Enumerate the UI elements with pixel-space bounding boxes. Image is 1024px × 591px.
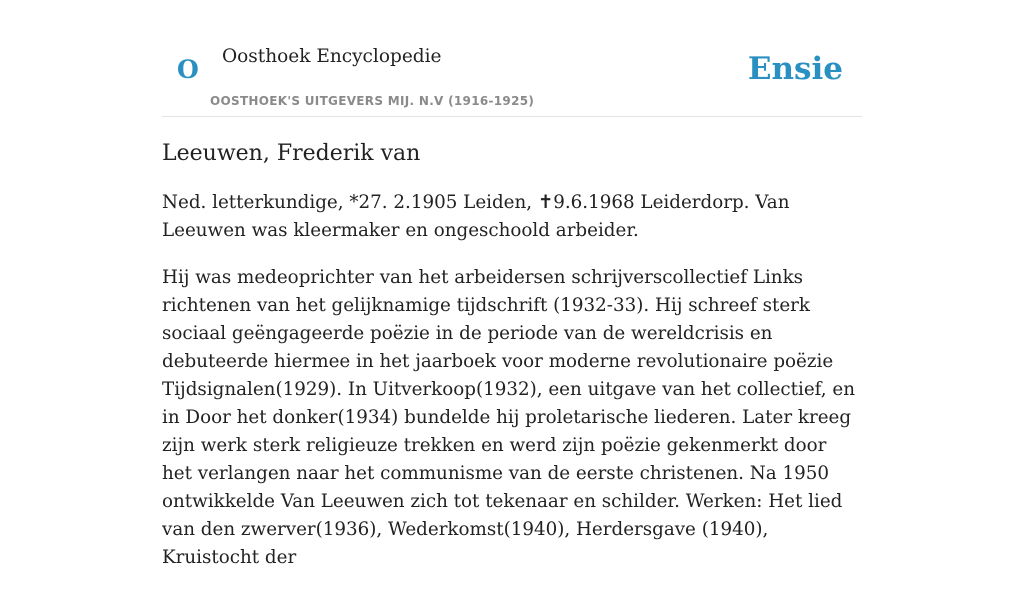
encyclopedia-title-link[interactable]: Oosthoek Encyclopedie <box>222 46 442 67</box>
ensie-brand-link[interactable]: Ensie <box>747 51 843 87</box>
publisher-label: OOSTHOEK'S UITGEVERS MIJ. N.V (1916-1925) <box>210 94 535 108</box>
article <box>162 138 862 591</box>
site-header <box>162 0 862 117</box>
encyclopedia-logo[interactable]: O <box>177 55 199 84</box>
article-title: Leeuwen, Frederik van <box>162 141 421 166</box>
article-paragraph-intro: Ned. letterkundige, *27. 2.1905 Leiden, ✝9.6.1968 Leiderdorp. Van Leeuwen was kleermaker en ongeschoold arbeider. <box>162 192 790 241</box>
article-paragraph-body: Hij was medeoprichter van het arbeidersen schrijverscollectief Links richtenen van het gelijknamige tijdschrift (1932-33). Hij schreef sterk sociaal geëngageerde poëzie in de periode van de wereldcrisis en debuteerde hiermee in het jaarboek voor moderne revolutionaire poëzie Tijdsignalen(1929). In Uitverkoop(1932), een uitgave van het collectief, en in Door het donker(1934) bundelde hij proletarische liederen. Later kreeg zijn werk sterk religieuze trekken en werd zijn poëzie gekenmerkt door het verlangen naar het communisme van de eerste christenen. Na 1950 ontwikkelde Van Leeuwen zich tot tekenaar en schilder. Werken: Het lied van den zwerver(1936), Wederkomst(1940), Herdersgave (1940), Kruistocht der <box>162 267 856 568</box>
